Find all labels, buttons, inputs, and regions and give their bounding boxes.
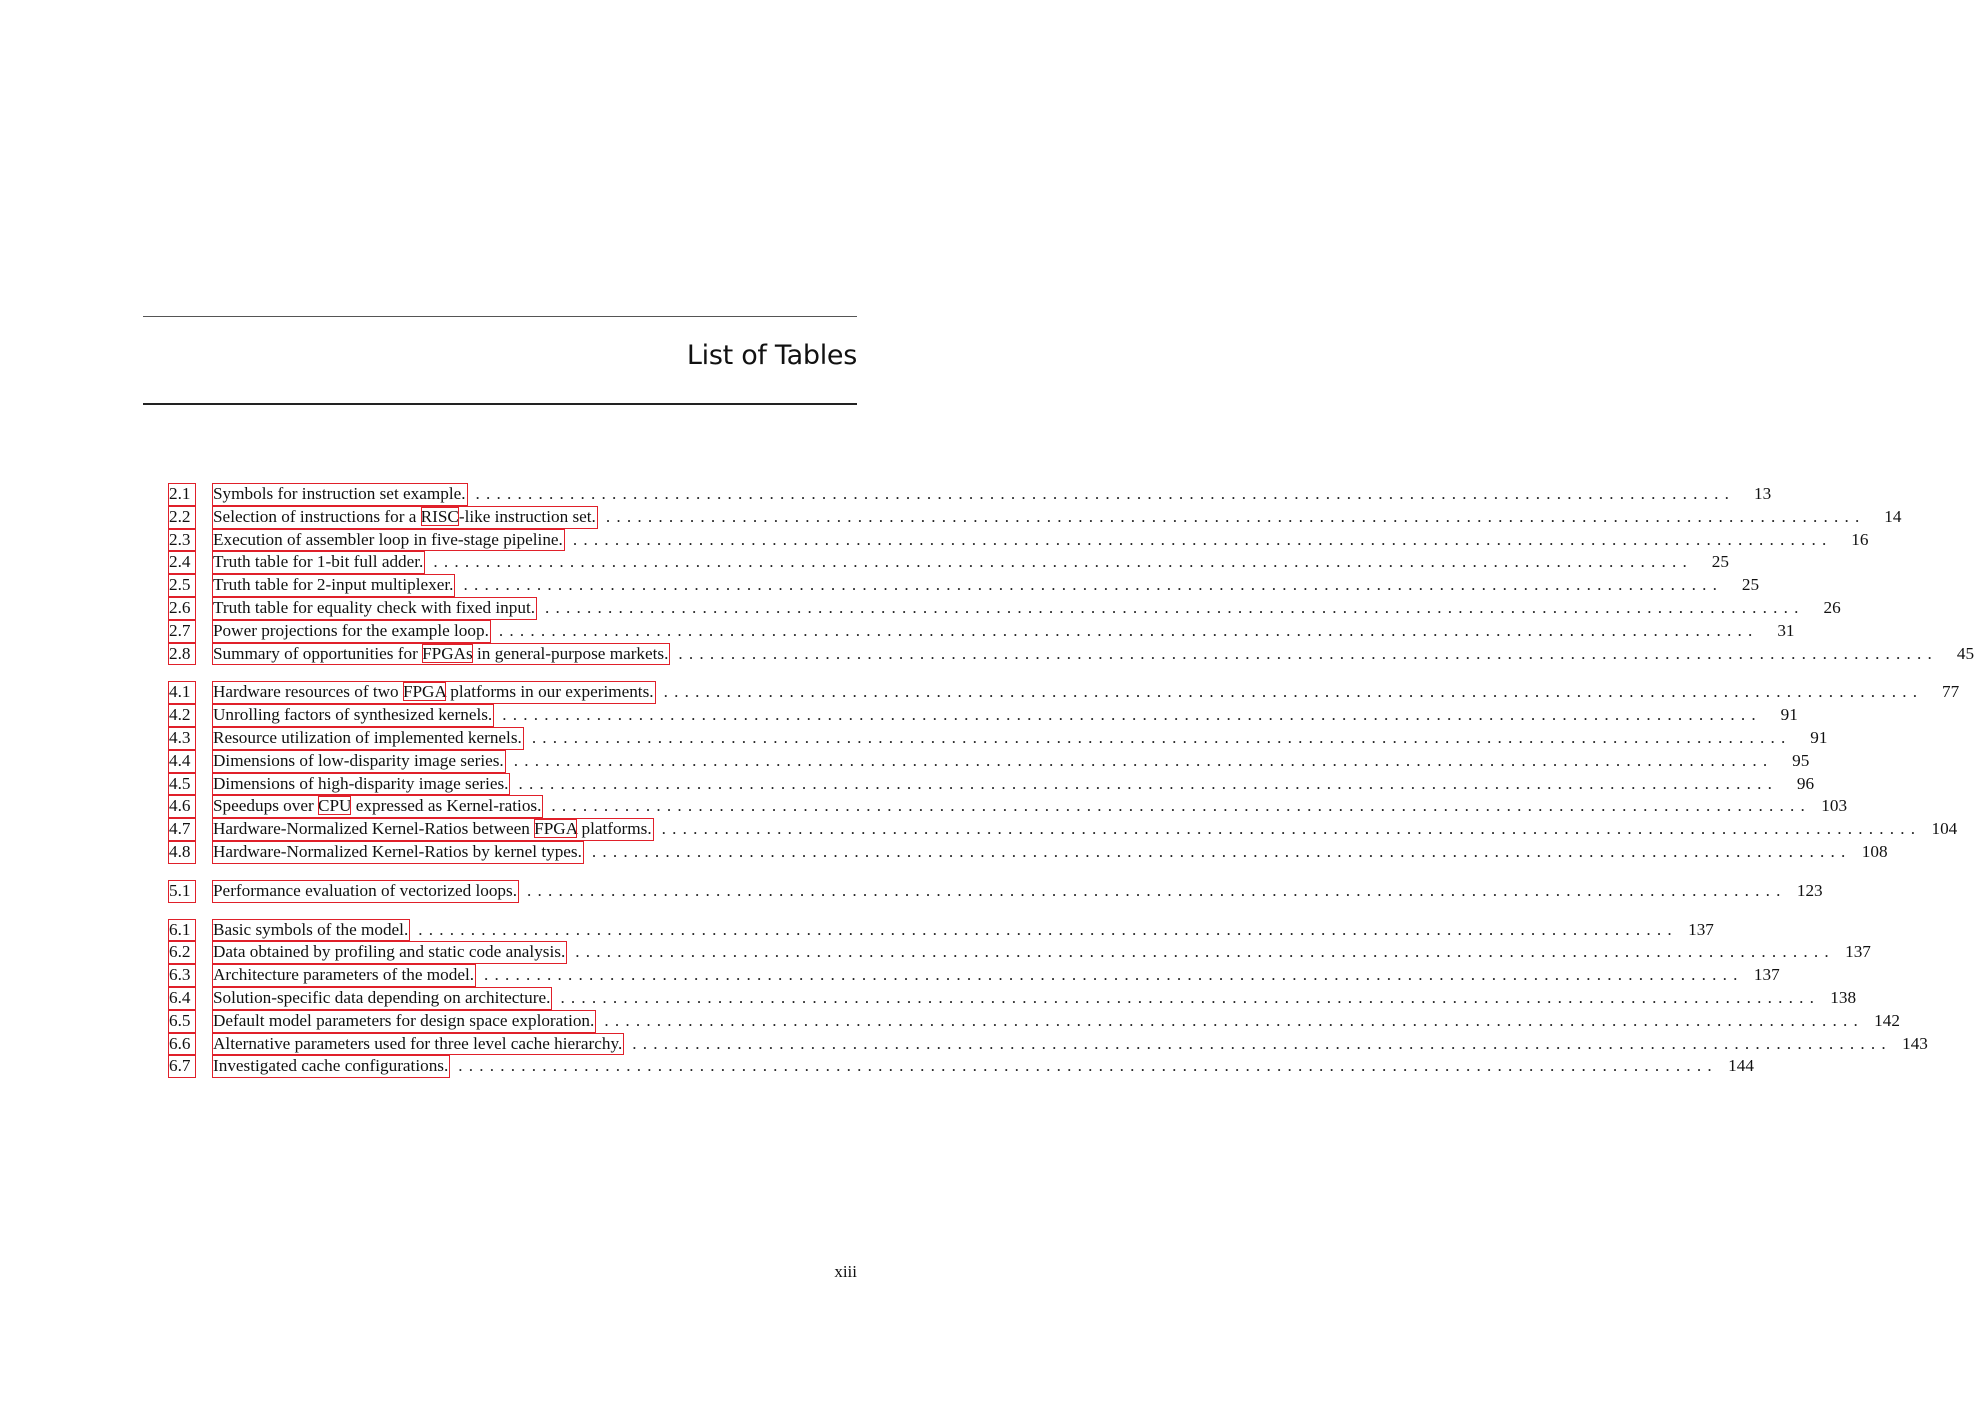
- toc-entry: [168, 727, 1828, 750]
- page-ref: 91: [1810, 727, 1828, 747]
- acronym-link[interactable]: RISC: [420, 506, 459, 526]
- header-rule-top: [143, 316, 857, 317]
- toc-entry: [168, 1033, 1928, 1056]
- toc-entry: [168, 620, 1795, 643]
- title-text: Hardware-Normalized Kernel-Ratios between: [213, 819, 535, 839]
- title-text: platforms.: [577, 819, 652, 839]
- toc-entry: [168, 841, 1888, 864]
- dot-leader: ........................................................................................................................: [484, 965, 1744, 985]
- page-ref: 142: [1874, 1010, 1900, 1030]
- table-title-link[interactable]: [212, 483, 468, 506]
- page-ref: 31: [1777, 620, 1795, 640]
- page-ref: 137: [1688, 919, 1714, 939]
- page-ref: 13: [1753, 484, 1772, 503]
- dot-leader: ........................................................................................................................: [545, 597, 1805, 617]
- title-text: platforms in our experiments.: [445, 682, 654, 702]
- title-text: Solution-specific data depending on architecture.: [213, 987, 551, 1007]
- table-number-link[interactable]: 4.3: [168, 727, 196, 750]
- title-text: Truth table for 2-input multiplexer.: [213, 575, 454, 595]
- dot-leader: ........................................................................................................................: [632, 1033, 1892, 1053]
- table-number-link[interactable]: 2.7: [168, 620, 196, 643]
- toc-entry: [168, 529, 1869, 552]
- page-ref: 108: [1861, 841, 1888, 861]
- table-number-link[interactable]: 4.6: [168, 795, 196, 818]
- dot-leader: ........................................................................................................................: [531, 727, 1792, 747]
- table-title-link[interactable]: [212, 529, 565, 552]
- table-title-link[interactable]: [212, 643, 670, 666]
- toc-entry: [168, 506, 1902, 529]
- list-of-tables: [168, 483, 1974, 1094]
- title-text: Alternative parameters used for three level cache hierarchy.: [213, 1033, 623, 1053]
- table-number-link[interactable]: 6.7: [168, 1055, 196, 1078]
- table-title-link[interactable]: [212, 841, 584, 864]
- title-text: Hardware resources of two: [213, 682, 403, 702]
- table-number-link[interactable]: 2.5: [168, 574, 196, 597]
- toc-entry: [168, 919, 1714, 942]
- table-number-link[interactable]: 4.4: [168, 750, 196, 773]
- toc-entry: [168, 987, 1857, 1010]
- table-number-link[interactable]: 6.3: [168, 964, 196, 987]
- acronym-link[interactable]: FPGA: [534, 819, 578, 839]
- toc-group: [168, 483, 1974, 665]
- title-text: Basic symbols of the model.: [213, 919, 409, 939]
- table-title-link[interactable]: [212, 987, 552, 1010]
- title-text: Performance evaluation of vectorized loops.: [213, 880, 518, 900]
- table-number-link[interactable]: 2.4: [168, 551, 196, 574]
- table-title-link[interactable]: [212, 704, 494, 727]
- table-number-link[interactable]: 5.1: [168, 880, 196, 903]
- dot-leader: ........................................................................................................................: [513, 750, 1774, 770]
- toc-entry: [168, 551, 1729, 574]
- dot-leader: ........................................................................................................................: [502, 705, 1762, 725]
- table-number-link[interactable]: 4.8: [168, 841, 196, 864]
- table-number-link[interactable]: 6.6: [168, 1033, 196, 1056]
- acronym-link[interactable]: FPGA: [402, 682, 446, 702]
- dot-leader: ........................................................................................................................: [418, 919, 1678, 939]
- dot-leader: ........................................................................................................................: [518, 773, 1779, 793]
- title-text: Speedups over: [213, 796, 319, 816]
- page-ref: 103: [1821, 796, 1848, 816]
- table-number-link[interactable]: 6.1: [168, 919, 196, 942]
- acronym-link[interactable]: FPGAs: [422, 643, 473, 663]
- dot-leader: ........................................................................................................................: [463, 575, 1724, 595]
- page-title: List of Tables: [686, 340, 857, 371]
- toc-entry: [168, 681, 1960, 704]
- toc-entry: [168, 1055, 1754, 1078]
- title-text: Summary of opportunities for: [213, 643, 423, 663]
- table-title-link[interactable]: [212, 1033, 624, 1056]
- table-number-link[interactable]: 4.1: [168, 681, 196, 704]
- title-text: Truth table for 1-bit full adder.: [213, 552, 424, 572]
- toc-entry: [168, 880, 1823, 903]
- table-title-link[interactable]: [212, 597, 537, 620]
- table-title-link[interactable]: [212, 880, 519, 903]
- table-number-link[interactable]: 2.8: [168, 643, 196, 666]
- page-ref: 26: [1823, 597, 1841, 617]
- table-title-link[interactable]: [212, 1055, 450, 1078]
- toc-group: [168, 919, 1928, 1079]
- table-number-link[interactable]: 4.5: [168, 773, 196, 796]
- page-ref: 144: [1728, 1056, 1754, 1076]
- table-title-link[interactable]: [212, 750, 506, 773]
- title-text: Selection of instructions for a: [213, 506, 421, 526]
- header-rule-bottom: [143, 403, 857, 405]
- toc-entry: [168, 964, 1780, 987]
- title-text: Execution of assembler loop in five-stage pipeline.: [213, 529, 563, 549]
- page-ref: 123: [1796, 880, 1823, 900]
- toc-entry: [168, 597, 1841, 620]
- dot-leader: ........................................................................................................................: [591, 841, 1852, 861]
- table-title-link[interactable]: [212, 727, 524, 750]
- title-text: Resource utilization of implemented kernels.: [213, 727, 522, 747]
- dot-leader: ........................................................................................................................: [661, 819, 1922, 839]
- dot-leader: ........................................................................................................................: [678, 643, 1939, 663]
- page-ref: 95: [1792, 750, 1810, 770]
- table-title-link[interactable]: [212, 919, 410, 942]
- page-ref: 96: [1796, 773, 1815, 793]
- page-ref: 25: [1741, 575, 1760, 595]
- dot-leader: ........................................................................................................................: [458, 1056, 1718, 1076]
- page-ref: 77: [1942, 682, 1960, 702]
- toc-entry: [168, 704, 1798, 727]
- toc-entry: [168, 941, 1871, 964]
- toc-group: [168, 681, 1960, 863]
- page-ref: 137: [1845, 942, 1871, 962]
- table-number-link[interactable]: 2.3: [168, 529, 196, 552]
- page-ref: 91: [1780, 705, 1798, 725]
- dot-leader: ........................................................................................................................: [475, 484, 1736, 503]
- table-title-link[interactable]: [212, 574, 455, 597]
- title-text: Dimensions of low-disparity image series.: [213, 750, 504, 770]
- page-ref: 104: [1931, 819, 1958, 839]
- title-text: Symbols for instruction set example.: [213, 484, 466, 503]
- title-text: Architecture parameters of the model.: [213, 965, 475, 985]
- table-number-link[interactable]: 2.2: [168, 506, 196, 529]
- toc-entry: [168, 773, 1815, 796]
- title-text: Investigated cache configurations.: [213, 1056, 449, 1076]
- dot-leader: ........................................................................................................................: [527, 880, 1787, 900]
- table-title-link[interactable]: [212, 773, 510, 796]
- table-number-link[interactable]: 2.1: [168, 483, 196, 506]
- toc-entry: [168, 795, 1848, 818]
- table-title-link[interactable]: [212, 818, 654, 841]
- toc-entry: [168, 1010, 1900, 1033]
- acronym-link[interactable]: CPU: [318, 796, 352, 816]
- table-title-link[interactable]: [212, 506, 598, 529]
- title-text: -like instruction set.: [458, 506, 596, 526]
- table-number-link[interactable]: 2.6: [168, 597, 196, 620]
- title-text: Hardware-Normalized Kernel-Ratios by kernel types.: [213, 841, 582, 861]
- toc-entry: [168, 574, 1760, 597]
- page-ref: 25: [1711, 552, 1729, 572]
- page-ref: 14: [1884, 506, 1902, 526]
- toc-entry: [168, 643, 1974, 666]
- title-text: Dimensions of high-disparity image series.: [213, 773, 509, 793]
- table-title-link[interactable]: [212, 964, 476, 987]
- page-ref: 143: [1902, 1033, 1928, 1053]
- dot-leader: ........................................................................................................................: [551, 796, 1812, 816]
- table-number-link[interactable]: 6.2: [168, 941, 196, 964]
- table-title-link[interactable]: [212, 941, 567, 964]
- title-text: Data obtained by profiling and static code analysis.: [213, 942, 566, 962]
- table-number-link[interactable]: 4.7: [168, 818, 196, 841]
- page-ref: 45: [1956, 643, 1974, 663]
- dot-leader: ........................................................................................................................: [663, 682, 1924, 702]
- toc-entry: [168, 483, 1772, 506]
- table-title-link[interactable]: [212, 795, 543, 818]
- table-title-link[interactable]: [212, 551, 425, 574]
- title-text: Default model parameters for design space exploration.: [213, 1010, 595, 1030]
- title-text: Truth table for equality check with fixed input.: [213, 597, 536, 617]
- title-text: in general-purpose markets.: [472, 643, 669, 663]
- table-number-link[interactable]: 6.4: [168, 987, 196, 1010]
- table-title-link[interactable]: [212, 1010, 596, 1033]
- dot-leader: ........................................................................................................................: [604, 1010, 1864, 1030]
- title-text: expressed as Kernel-ratios.: [351, 796, 542, 816]
- page-number: xiii: [834, 1262, 857, 1281]
- toc-entry: [168, 750, 1810, 773]
- dot-leader: ........................................................................................................................: [572, 529, 1833, 549]
- toc-group: [168, 880, 1823, 903]
- table-title-link[interactable]: [212, 681, 656, 704]
- title-text: Unrolling factors of synthesized kernels.: [213, 705, 493, 725]
- dot-leader: ........................................................................................................................: [498, 620, 1759, 640]
- dot-leader: ........................................................................................................................: [605, 506, 1866, 526]
- dot-leader: ........................................................................................................................: [575, 942, 1835, 962]
- dot-leader: ........................................................................................................................: [433, 552, 1693, 572]
- title-text: Power projections for the example loop.: [213, 620, 489, 640]
- table-title-link[interactable]: [212, 620, 491, 643]
- toc-entry: [168, 818, 1958, 841]
- table-number-link[interactable]: 4.2: [168, 704, 196, 727]
- page-ref: 16: [1851, 529, 1869, 549]
- dot-leader: ........................................................................................................................: [560, 987, 1821, 1007]
- page-ref: 137: [1753, 965, 1780, 985]
- page-ref: 138: [1830, 987, 1857, 1007]
- table-number-link[interactable]: 6.5: [168, 1010, 196, 1033]
